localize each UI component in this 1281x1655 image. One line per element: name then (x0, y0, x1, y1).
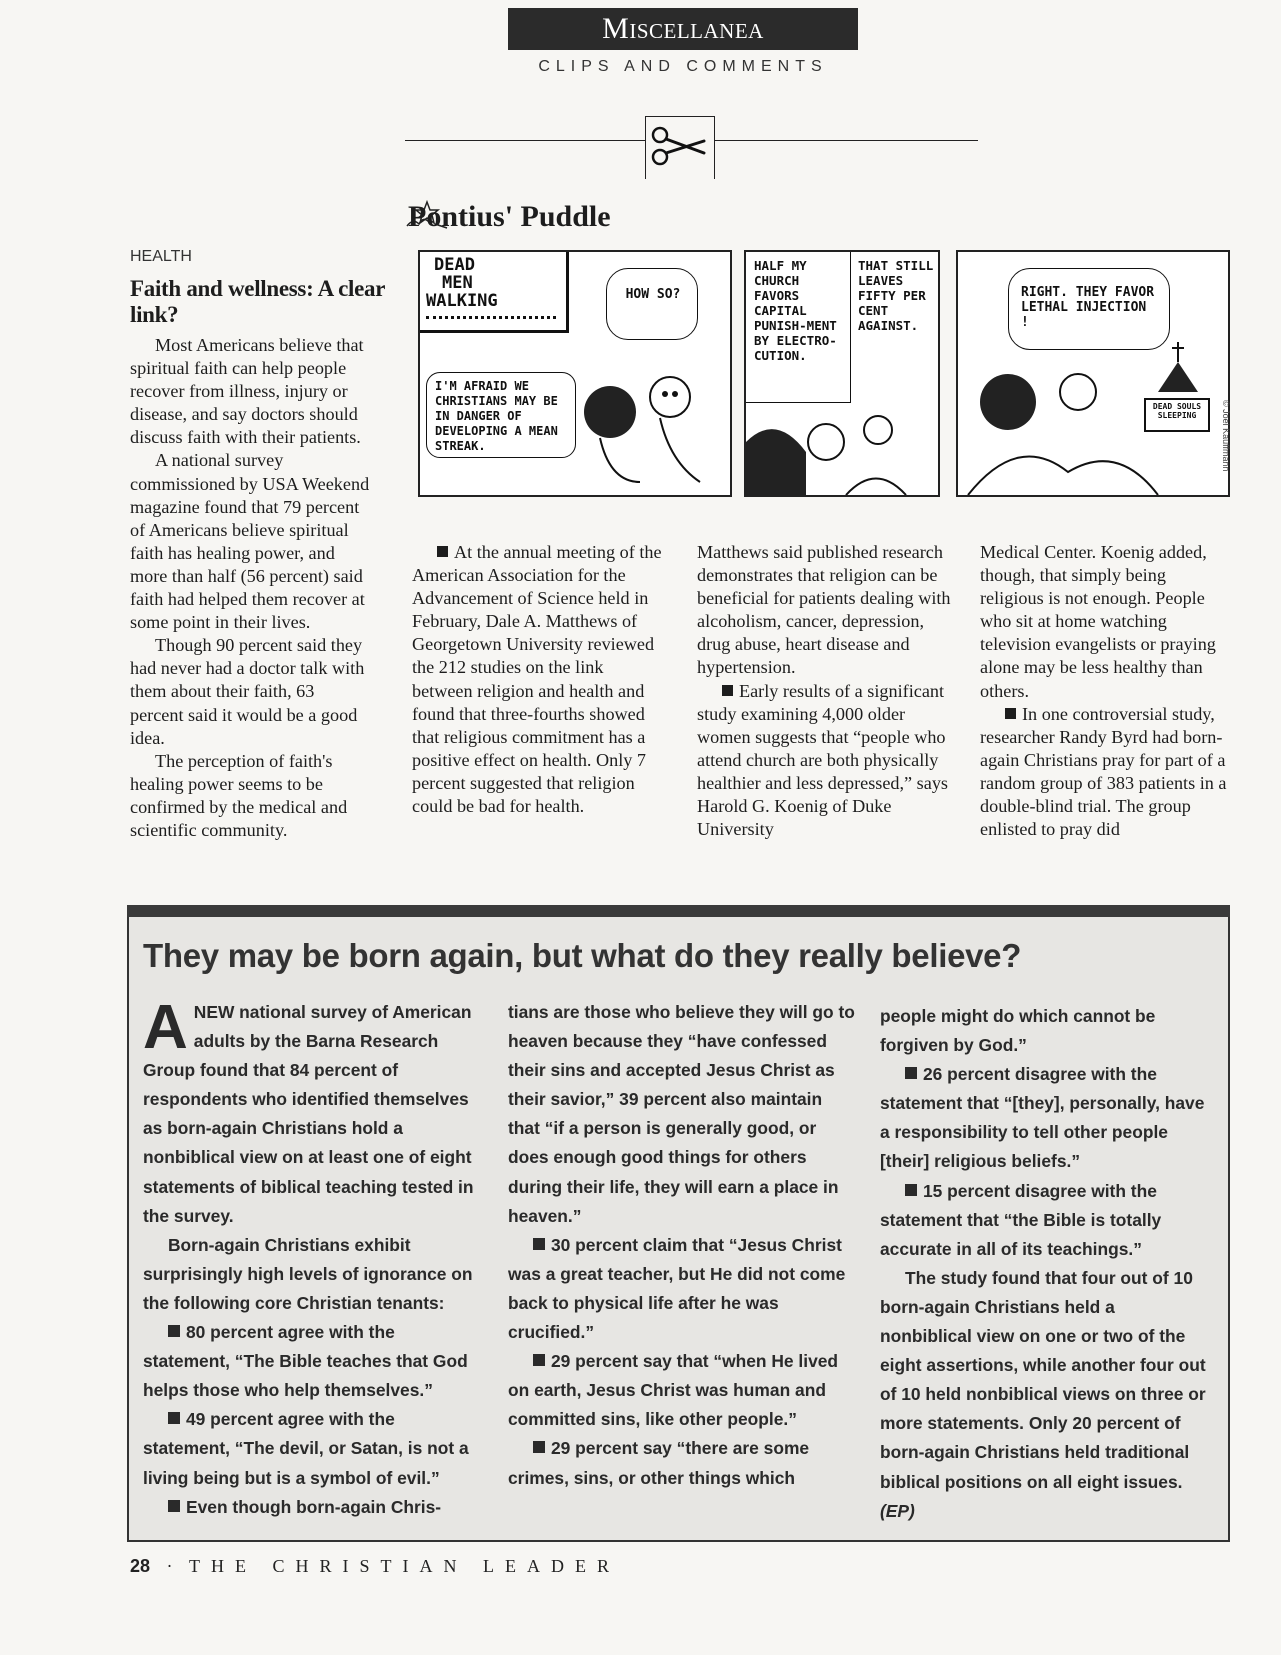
dead-men-walking-sign: DEAD MEN WALKING (420, 252, 569, 333)
speech-bubble-electrocution: HALF MY CHURCH FAVORS CAPITAL PUNISH-MENT BY ELECTRO-CUTION. (746, 252, 851, 403)
bullet-square-icon (437, 546, 448, 557)
paragraph: people might do which cannot be forgiven by God.” (880, 1006, 1156, 1056)
comic-title: Pontius' Puddle (408, 200, 611, 233)
section-banner: Miscellanea (508, 8, 858, 50)
paragraph: Medical Center. Koenig added, though, that simply being religious is not enough. People who sit at home watching television evangelists or praying alone may be less healthy than others. (980, 542, 1216, 701)
paragraph: Born-again Christians exhibit surprisingly high levels of ignorance on the following core Christian tenants: (143, 1234, 473, 1313)
bullet-square-icon (533, 1238, 545, 1250)
article-column-4 (980, 541, 1228, 841)
list-item: 49 percent agree with the statement, “The devil, or Satan, is not a living being but is a symbol of evil.” (143, 1409, 469, 1488)
box-top-bar (127, 905, 1230, 917)
section-subtitle: CLIPS AND COMMENTS (538, 58, 828, 75)
footer-separator: · (166, 1556, 173, 1576)
cartoon-credit: © Joel Kauffmann (1221, 400, 1231, 472)
bullet-square-icon (722, 685, 733, 696)
publication-name: THE CHRISTIAN LEADER (189, 1556, 621, 1576)
bullet-square-icon (168, 1500, 180, 1512)
paragraph: tians are those who believe they will go to heaven because they “have confessed their sins and accepted Jesus Christ as their savior,” 39 percent also maintain that “if a person is generally good, or does enough good things for others during their life, they will earn a place in heaven.” (508, 1002, 855, 1226)
box-headline: They may be born again, but what do they really believe? (143, 937, 1022, 974)
article-headline: Faith and wellness: A clear link? (130, 276, 385, 327)
section-label: HEALTH (130, 248, 192, 265)
list-item: Even though born-again Chris- (143, 1493, 476, 1522)
congregation-icon (958, 332, 1228, 495)
bullet-square-icon (905, 1067, 917, 1079)
list-item: 29 percent say “there are some crimes, sins, or other things which (508, 1438, 810, 1488)
comic-panel-3 (956, 250, 1230, 497)
dead-souls-sign: DEAD SOULS SLEEPING (1144, 398, 1210, 432)
paragraph: The study found that four out of 10 born-again Christians held a nonbiblical view on one or two of the eight assertions, while another four out of 10 held nonbiblical views on three or more statements. Only 20 percent of born-again Christians held traditional biblical positions on all eight issues. (EP) (880, 1267, 1206, 1521)
list-item: 26 percent disagree with the statement that “[they], personally, have a responsibility to tell other people [their] religious beliefs.” (880, 1064, 1205, 1172)
pontius-characters-icon (570, 342, 730, 492)
bullet-square-icon (533, 1441, 545, 1453)
speech-bubble-how-so: HOW SO? (606, 268, 698, 340)
paragraph: Most Americans believe that spiritual faith can help people recover from illness, injury or disease, and say doctors should discuss faith with their patients. (130, 335, 364, 448)
paragraph: The perception of faith's healing power seems to be confirmed by the medical and scientific community. (130, 750, 348, 840)
drop-cap: A (143, 993, 188, 1062)
article-column-2 (412, 541, 666, 818)
article-column-1 (130, 334, 370, 842)
speech-bubble-lethal-injection: RIGHT. THEY FAVOR LETHAL INJECTION ! (1008, 268, 1170, 350)
church-members-icon (746, 402, 938, 495)
divider-right (713, 140, 978, 141)
speech-bubble-fifty-percent: THAT STILL LEAVES FIFTY PER CENT AGAINST. (858, 258, 934, 333)
bullet-square-icon (1005, 708, 1016, 719)
speech-bubble-mean-streak: I'M AFRAID WE CHRISTIANS MAY BE IN DANGER OF DEVELOPING A MEAN STREAK. (426, 372, 576, 458)
page-number: 28 (130, 1556, 151, 1576)
paragraph: Matthews said published research demonstrates that religion can be beneficial for patients dealing with alcoholism, cancer, depression, drug abuse, heart disease and hypertension. (697, 542, 951, 678)
list-item: 80 percent agree with the statement, “The Bible teaches that God helps those who help themselves.” (143, 1322, 468, 1401)
paragraph: Early results of a significant study examining 4,000 older women suggests that “people who attend church are both physically healthier and less depressed,” says Harold G. Koenig of Duke University (697, 680, 949, 840)
list-item: 15 percent disagree with the statement that “the Bible is totally accurate in all of its teachings.” (880, 1180, 1162, 1259)
paragraph: ANEW national survey of American adults by the Barna Research Group found that 84 percent of respondents who identified themselves as born-again Christians hold a nonbiblical view on at least one of eight statements of biblical teaching tested in the survey. (143, 993, 474, 1226)
list-item: 30 percent claim that “Jesus Christ was a great teacher, but He did not come back to physical life after he was crucified.” (508, 1234, 846, 1343)
box-column-3 (880, 1002, 1210, 1526)
source-credit: (EP) (880, 1500, 915, 1521)
bullet-square-icon (533, 1354, 545, 1366)
box-column-1 (143, 993, 476, 1522)
article-column-3 (697, 541, 957, 841)
bullet-square-icon (168, 1412, 180, 1424)
bullet-square-icon (905, 1184, 917, 1196)
paragraph: A national survey commissioned by USA Weekend magazine found that 79 percent of Americans believe spiritual faith has healing power, and more than half (56 percent) said faith had helped them recover at some point in their lives. (130, 450, 370, 633)
paragraph: In one controversial study, researcher Randy Byrd had born-again Christians pray for part of a random group of 383 patients in a double-blind trial. The group enlisted to pray did (980, 703, 1227, 840)
bullet-square-icon (168, 1325, 180, 1337)
paragraph: At the annual meeting of the American Association for the Advancement of Science held in February, Dale A. Matthews of Georgetown University reviewed the 212 studies on the link between religion and health and found that three-fourths showed that religious commitment has a positive effect on health. Only 7 percent suggested that religion could be bad for health. (412, 542, 662, 817)
scissors-icon (645, 116, 715, 179)
divider-left (405, 140, 645, 141)
comic-panel-2 (744, 250, 940, 497)
comic-panel-1 (418, 250, 732, 497)
page-footer (130, 1556, 620, 1577)
paragraph: Though 90 percent said they had never had a doctor talk with them about their faith, 63 percent said it would be a good idea. (130, 635, 365, 748)
list-item: 29 percent say that “when He lived on earth, Jesus Christ was human and committed sins, like other people.” (508, 1351, 839, 1430)
box-column-2 (508, 998, 856, 1493)
